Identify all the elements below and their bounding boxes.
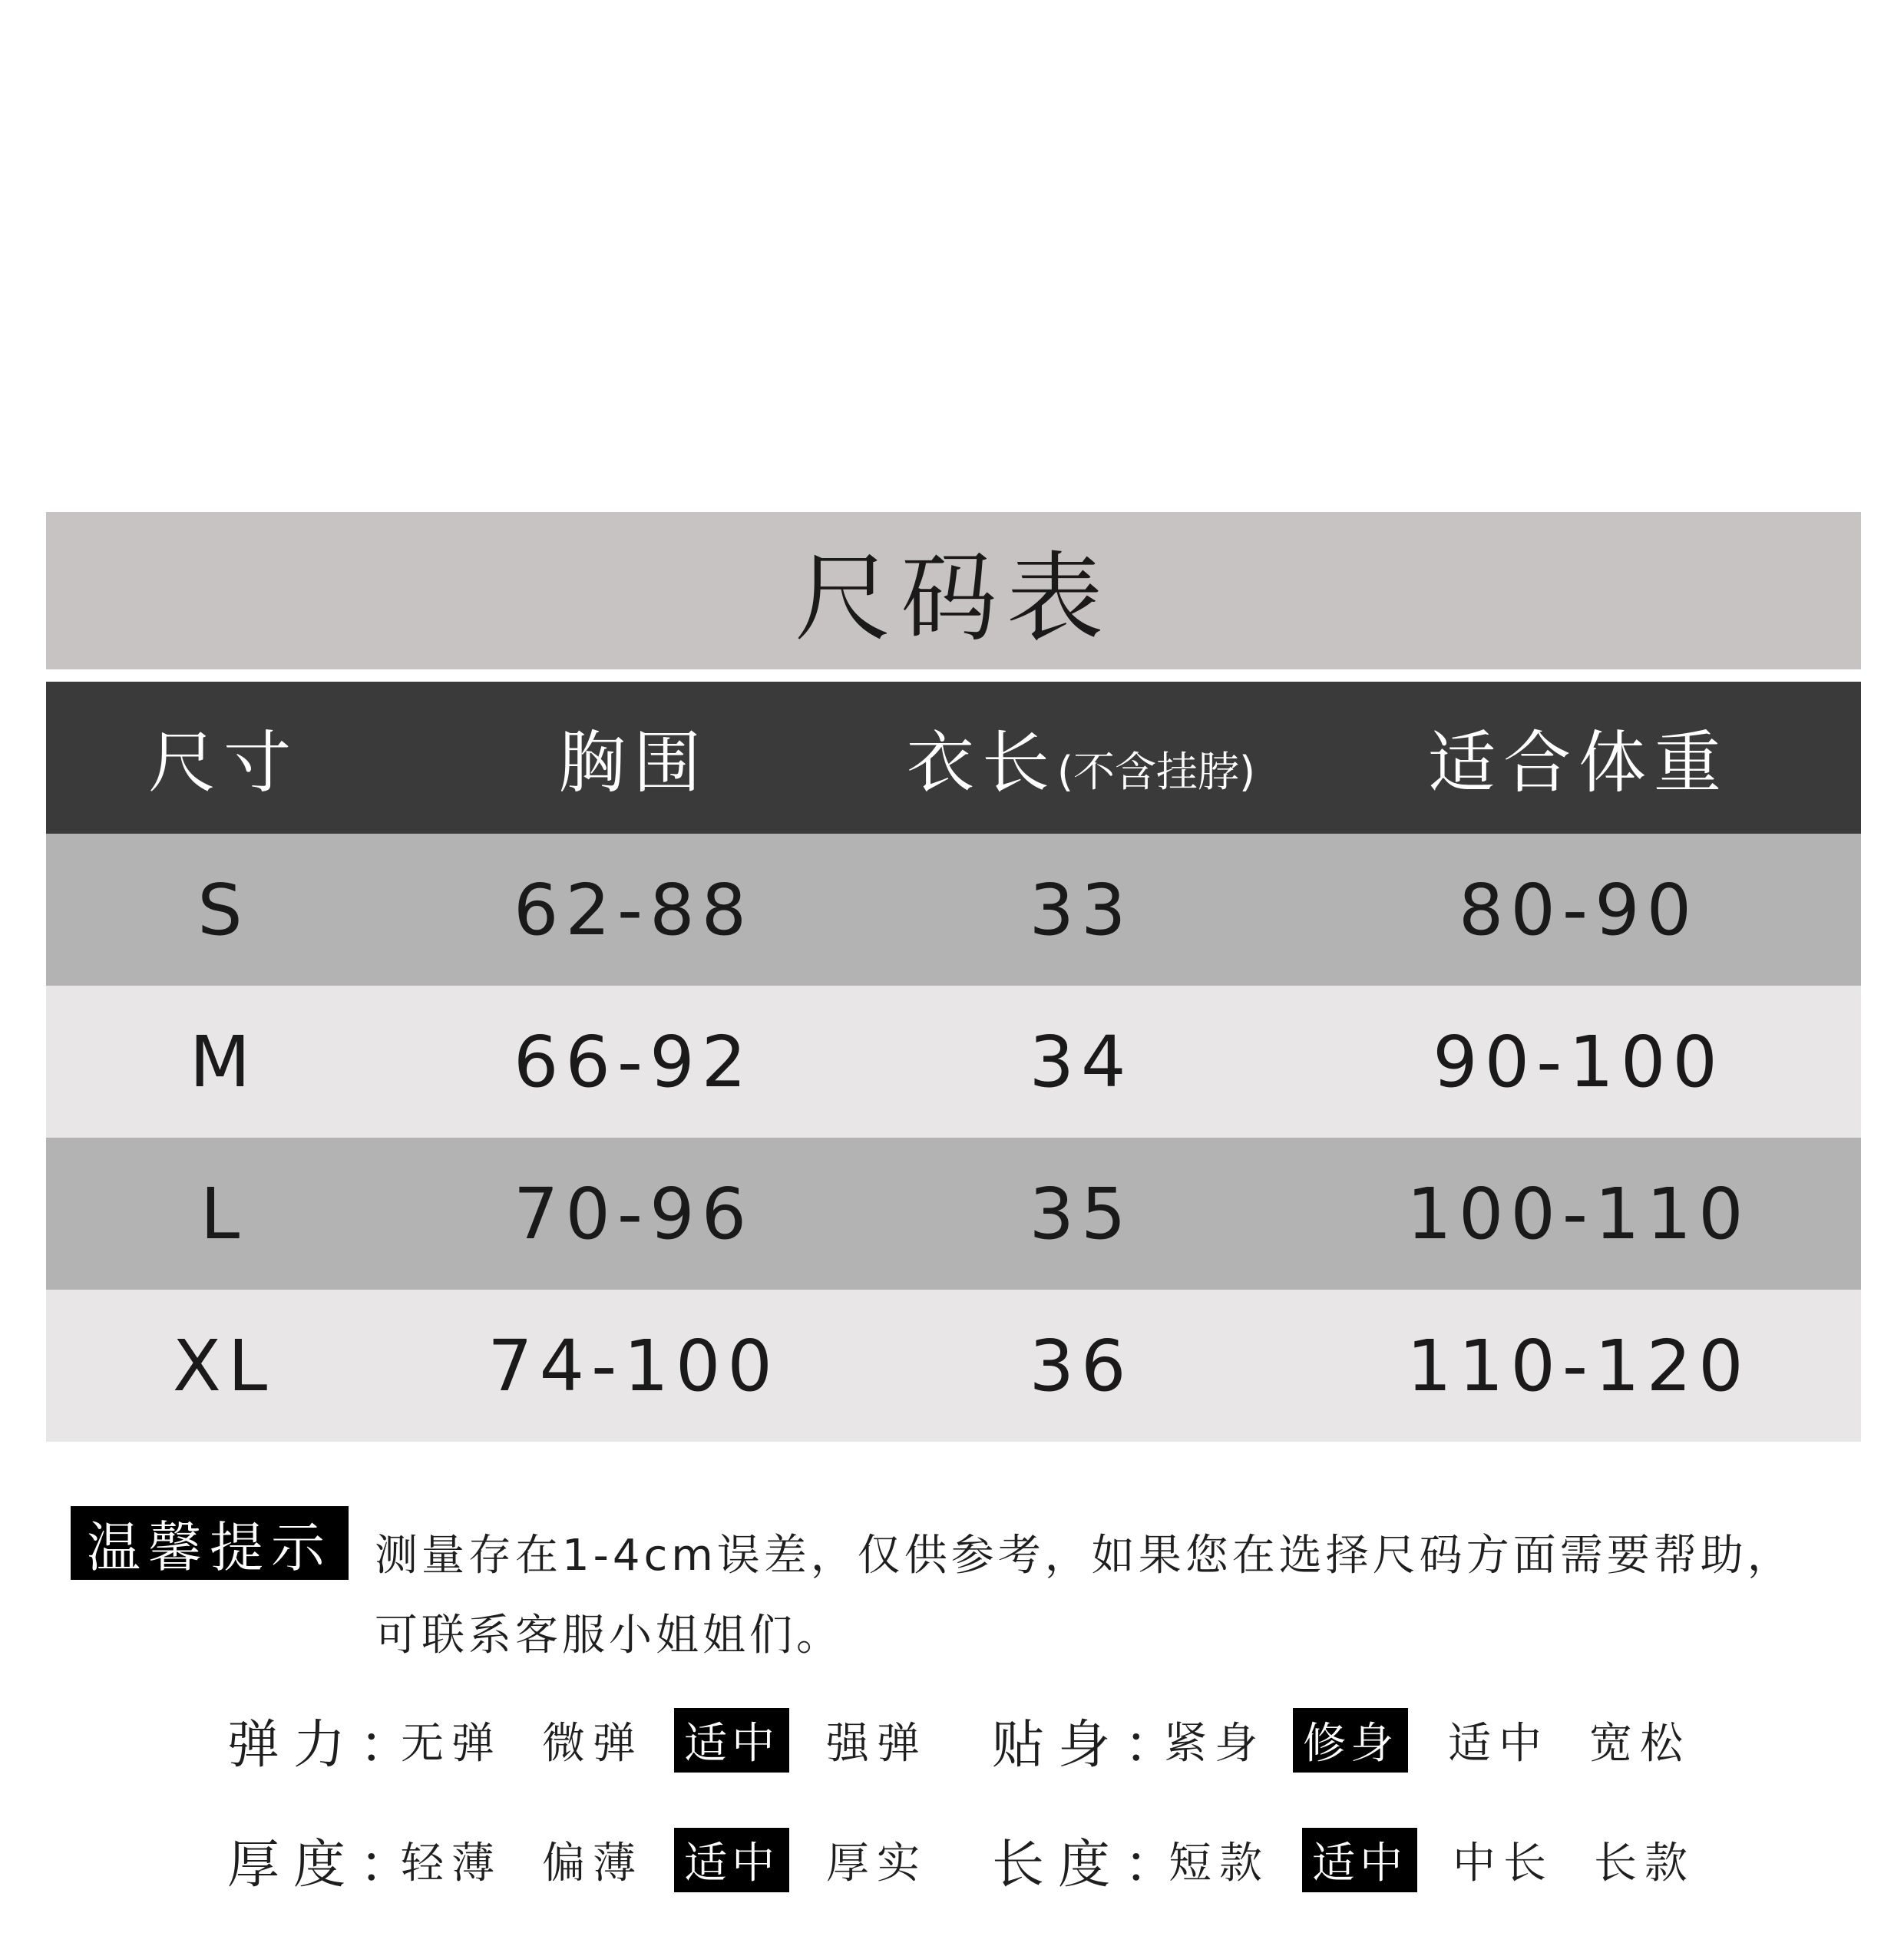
thickness-option: 偏薄 [542,1839,643,1888]
chest-cell: 70-96 [513,1172,754,1255]
attribute-row-1 [227,1706,1691,1776]
weight-cell: 80-90 [1458,868,1699,951]
header-size: 尺寸 [147,723,299,802]
fit-option: 宽松 [1589,1719,1691,1769]
header-length-note: (不含挂脖) [1056,748,1256,796]
elasticity-label: 弹力： [227,1714,426,1776]
size-cell: S [197,868,250,951]
length-option-selected: 适中 [1302,1828,1417,1892]
table-header-row [46,682,1861,834]
thickness-option: 轻薄 [401,1839,502,1888]
header-length-label: 衣长 [906,723,1057,802]
weight-cell: 90-100 [1433,1020,1724,1103]
elasticity-option: 微弹 [542,1719,643,1769]
thickness-label: 厚度： [227,1834,426,1895]
size-cell: M [189,1020,258,1103]
chest-cell: 74-100 [488,1324,779,1407]
table-row [46,986,1861,1138]
thickness-option: 厚实 [826,1839,927,1888]
length-cell: 35 [1029,1172,1133,1255]
attribute-row-2 [227,1825,1695,1895]
length-label: 长度： [992,1834,1191,1895]
header-length [866,709,1296,806]
length-cell: 34 [1029,1020,1133,1103]
size-cell: XL [172,1324,275,1407]
weight-cell: 110-120 [1407,1324,1750,1407]
tip-text-line2: 可联系客服小姐姐们。 [375,1611,843,1660]
size-chart-title-bar [46,512,1861,669]
fit-option: 适中 [1448,1719,1549,1769]
length-option: 长款 [1594,1839,1695,1888]
elasticity-option-selected: 适中 [674,1708,789,1773]
weight-cell: 100-110 [1407,1172,1750,1255]
elasticity-option: 强弹 [826,1719,927,1769]
elasticity-option: 无弹 [401,1719,502,1769]
length-option: 短款 [1169,1839,1270,1888]
fit-label: 贴身： [992,1714,1191,1776]
tip-badge: 温馨提示 [71,1506,349,1580]
fit-option-selected: 修身 [1293,1708,1408,1773]
size-table [46,682,1861,1442]
table-row [46,834,1861,986]
chest-cell: 66-92 [513,1020,754,1103]
header-chest: 胸围 [557,723,709,802]
fit-option: 紧身 [1164,1719,1265,1769]
header-weight: 适合体重 [1427,723,1729,802]
size-cell: L [200,1172,247,1255]
length-cell: 33 [1029,868,1133,951]
table-row [46,1290,1861,1442]
tip-text-line1: 测量存在1-4cm误差，仅供参考，如果您在选择尺码方面需要帮助， [375,1531,1794,1581]
length-cell: 36 [1029,1324,1133,1407]
size-chart-title: 尺码表 [795,542,1112,655]
length-option: 中长 [1453,1839,1554,1888]
thickness-option-selected: 适中 [674,1828,789,1892]
chest-cell: 62-88 [513,868,754,951]
table-row [46,1138,1861,1290]
